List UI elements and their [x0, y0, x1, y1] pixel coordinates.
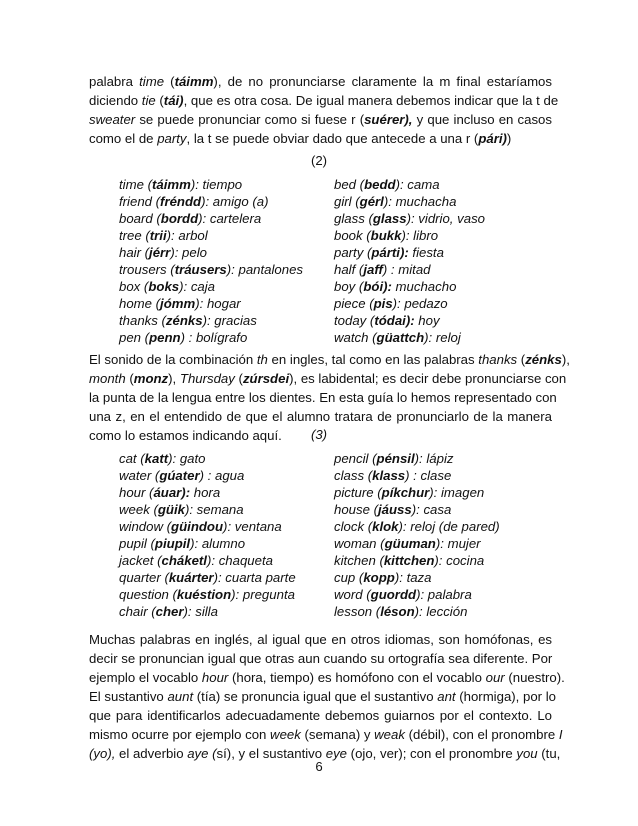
text-run: bed (	[334, 177, 365, 192]
text-run: ): pelo	[170, 245, 207, 260]
text-run: fiesta	[408, 245, 444, 260]
text-run: palabra	[89, 74, 140, 89]
pronunciation: bedd	[364, 177, 396, 192]
text-run: ), es labidental; es decir debe pronunciarse con	[289, 371, 567, 386]
pronunciation: táimm	[174, 74, 214, 89]
vocab-entry	[119, 501, 244, 518]
pronunciation: léson	[380, 604, 415, 619]
pronunciation: kuéstion	[176, 587, 232, 602]
text-run: (hormiga), por lo	[455, 689, 556, 704]
italic-term: you	[516, 746, 538, 761]
italic-term: our	[485, 670, 505, 685]
text-run: hoy	[414, 313, 440, 328]
text-run: ): pregunta	[231, 587, 295, 602]
pronunciation: fréndd	[160, 194, 202, 209]
page-number	[0, 757, 638, 776]
text-run: ): lápiz	[414, 451, 454, 466]
vocab-entry	[119, 278, 215, 295]
pronunciation: güindou	[171, 519, 224, 534]
pronunciation: güattch	[376, 330, 425, 345]
italic-term: sweater	[89, 112, 136, 127]
vocab-row	[119, 312, 539, 329]
text-run: hair (	[119, 245, 150, 260]
vocab-row	[119, 295, 539, 312]
text-run: hora	[190, 485, 221, 500]
pronunciation: jáuss	[378, 502, 412, 517]
vocab-entry	[119, 261, 303, 278]
pronunciation: bukk	[370, 228, 402, 243]
text-run: home (	[119, 296, 161, 311]
pronunciation: bói):	[363, 279, 392, 294]
text-run: ): mujer	[435, 536, 481, 551]
text-run: ) : clase	[405, 468, 452, 483]
text-run: question (	[119, 587, 177, 602]
pronunciation: táimm	[151, 177, 191, 192]
italic-term: weak	[374, 727, 405, 742]
text-run: ): chaqueta	[206, 553, 273, 568]
vocab-entry	[119, 244, 207, 261]
text-run: today (	[334, 313, 375, 328]
pronunciation: jaff	[363, 262, 383, 277]
section-2-label	[0, 151, 638, 170]
pronunciation: párti):	[371, 245, 409, 260]
text-run: ): reloj (de pared)	[398, 519, 500, 534]
text-run: chair (	[119, 604, 156, 619]
paragraph-homophones	[89, 630, 565, 763]
italic-term: week	[270, 727, 301, 742]
text-run: ): gato	[168, 451, 206, 466]
text-run: ): tiempo	[190, 177, 243, 192]
text-run: una z, en el entendido de que el alumno tratara de pronunciarlo de la manera	[89, 409, 552, 424]
text-run: (	[164, 74, 175, 89]
vocab-entry	[334, 484, 484, 501]
text-run: piece (	[334, 296, 374, 311]
text-run: glass (	[334, 211, 373, 226]
italic-term: party	[157, 131, 187, 146]
italic-term: aunt	[167, 689, 194, 704]
vocab-entry	[334, 210, 485, 227]
paragraph-line	[89, 687, 556, 706]
vocab-entry	[119, 176, 242, 193]
vocab-row	[119, 569, 539, 586]
text-run: ): amigo (a)	[201, 194, 269, 209]
vocab-row	[119, 484, 539, 501]
pronunciation: katt	[144, 451, 169, 466]
text-run: lesson (	[334, 604, 381, 619]
text-run: boy (	[334, 279, 364, 294]
text-run: ejemplo el vocablo	[89, 670, 202, 685]
vocab-entry	[334, 569, 432, 586]
text-run: ): arbol	[166, 228, 208, 243]
text-run: friend (	[119, 194, 161, 209]
section-3-label-text: (3)	[310, 427, 328, 442]
text-run: hour (	[119, 485, 154, 500]
text-run: y que incluso en casos	[412, 112, 552, 127]
vocab-row	[119, 193, 539, 210]
vocab-entry	[334, 467, 451, 484]
vocabulary-list-2	[119, 176, 539, 346]
text-run: decir se pronuncian igual que otras aun cuando su ortografía sea diferente. Por	[89, 651, 553, 666]
text-run: , que es otra cosa. De igual manera debemos indicar que la t de	[183, 93, 559, 108]
vocab-row	[119, 501, 539, 518]
vocab-entry	[119, 227, 208, 244]
text-run: en ingles, tal como en las palabras	[267, 352, 479, 367]
pronunciation: kopp	[363, 570, 395, 585]
text-run: (tía) se pronuncia igual que el sustantivo	[193, 689, 438, 704]
pronunciation: gérl	[359, 194, 384, 209]
text-run: (	[234, 371, 243, 386]
text-run: girl (	[334, 194, 360, 209]
vocab-row	[119, 210, 539, 227]
text-run: ): hogar	[195, 296, 241, 311]
pronunciation: suérer),	[364, 112, 413, 127]
vocab-entry	[334, 518, 500, 535]
text-run: ) : mitad	[382, 262, 431, 277]
vocab-row	[119, 552, 539, 569]
italic-term: th	[256, 352, 268, 367]
vocab-entry	[119, 329, 247, 346]
pronunciation: klass	[372, 468, 406, 483]
paragraph-line	[89, 388, 557, 407]
text-run: ): cartelera	[198, 211, 262, 226]
text-run: sí), y el sustantivo	[216, 746, 326, 761]
text-run: ),	[168, 371, 180, 386]
pronunciation: monz	[133, 371, 169, 386]
text-run: week (	[119, 502, 158, 517]
vocab-entry	[334, 501, 451, 518]
vocab-entry	[119, 569, 296, 586]
italic-term: ant	[437, 689, 456, 704]
paragraph-pronunciation-final-consonants	[89, 72, 559, 148]
text-run: cup (	[334, 570, 364, 585]
text-run: pen (	[119, 330, 150, 345]
italic-term: time	[139, 74, 165, 89]
text-run: cat (	[119, 451, 145, 466]
vocab-entry	[119, 552, 273, 569]
pronunciation: jómm	[160, 296, 196, 311]
vocab-row	[119, 535, 539, 552]
text-run: ): casa	[411, 502, 452, 517]
pronunciation: bordd	[160, 211, 199, 226]
vocab-entry	[119, 586, 295, 603]
paragraph-line	[89, 369, 567, 388]
vocab-row	[119, 278, 539, 295]
text-run: como el de	[89, 131, 158, 146]
pronunciation: kittchen	[383, 553, 435, 568]
pronunciation: tái)	[163, 93, 184, 108]
vocabulary-list-3	[119, 450, 539, 620]
pronunciation: penn	[149, 330, 181, 345]
text-run: ): gracias	[202, 313, 257, 328]
pronunciation: kuárter	[168, 570, 214, 585]
vocab-entry	[334, 227, 438, 244]
vocab-row	[119, 261, 539, 278]
vocab-entry	[334, 312, 440, 329]
text-run: water (	[119, 468, 160, 483]
vocab-entry	[334, 193, 456, 210]
vocab-entry	[334, 261, 431, 278]
italic-term: month	[89, 371, 126, 386]
text-run: quarter (	[119, 570, 169, 585]
italic-term: tie	[141, 93, 156, 108]
text-run: ): libro	[401, 228, 439, 243]
text-run: ): cama	[395, 177, 440, 192]
vocab-entry	[334, 586, 472, 603]
text-run: (	[155, 93, 164, 108]
text-run: woman (	[334, 536, 385, 551]
italic-term: aye (	[187, 746, 217, 761]
pronunciation: pári)	[478, 131, 507, 146]
vocab-entry	[334, 295, 448, 312]
vocab-entry	[334, 176, 440, 193]
text-run: ),	[561, 352, 570, 367]
text-run: clock (	[334, 519, 373, 534]
text-run: (ojo, ver); con el pronombre	[347, 746, 517, 761]
text-run: El sonido de la combinación	[89, 352, 257, 367]
vocab-entry	[119, 467, 244, 484]
text-run: ): palabra	[416, 587, 472, 602]
pronunciation: boks	[148, 279, 180, 294]
vocab-row	[119, 227, 539, 244]
paragraph-line	[89, 110, 552, 129]
text-run: ) : bolígrafo	[180, 330, 248, 345]
pronunciation: zénks	[165, 313, 203, 328]
pronunciation: pénsil	[376, 451, 415, 466]
vocab-entry	[119, 484, 220, 501]
text-run: half (	[334, 262, 364, 277]
vocab-entry	[119, 535, 245, 552]
text-run: time (	[119, 177, 152, 192]
italic-term: eye	[325, 746, 348, 761]
vocab-entry	[334, 278, 456, 295]
pronunciation: jérr	[149, 245, 171, 260]
text-run: (nuestro).	[504, 670, 565, 685]
pronunciation: klok	[372, 519, 399, 534]
vocab-entry	[119, 312, 257, 329]
vocab-entry	[119, 210, 261, 227]
section-2-label-text: (2)	[310, 153, 328, 168]
text-run: ): vidrio, vaso	[406, 211, 485, 226]
text-run: el adverbio	[115, 746, 188, 761]
text-run: book (	[334, 228, 371, 243]
italic-term: (yo),	[89, 746, 116, 761]
text-run: se puede pronunciar como si fuese r (	[135, 112, 365, 127]
pronunciation: trii	[149, 228, 167, 243]
pronunciation: guordd	[370, 587, 417, 602]
paragraph-line	[89, 649, 552, 668]
vocab-entry	[119, 193, 269, 210]
text-run: ): imagen	[429, 485, 485, 500]
pronunciation: zúrsdei	[242, 371, 290, 386]
text-run: ): alumno	[190, 536, 246, 551]
paragraph-line	[89, 350, 570, 369]
pronunciation: güik	[157, 502, 185, 517]
text-run: ): caja	[179, 279, 216, 294]
paragraph-line	[89, 72, 552, 91]
text-run: thanks (	[119, 313, 166, 328]
italic-term: I	[558, 727, 563, 742]
vocab-row	[119, 244, 539, 261]
vocab-entry	[334, 535, 481, 552]
vocab-entry	[119, 450, 206, 467]
vocab-entry	[334, 244, 444, 261]
vocab-entry	[334, 450, 453, 467]
text-run: El sustantivo	[89, 689, 168, 704]
text-run: (débil), con el pronombre	[404, 727, 559, 742]
text-run: , la t se puede obviar dado que antecede a una r (	[186, 131, 479, 146]
pronunciation: cháketl	[161, 553, 207, 568]
text-run: board (	[119, 211, 161, 226]
text-run: trousers (	[119, 262, 175, 277]
text-run: ): cocina	[434, 553, 485, 568]
text-run: la punta de la lengua entre los dientes. En esta guía lo hemos representado con	[89, 390, 557, 405]
vocab-entry	[119, 603, 218, 620]
pronunciation: tódai):	[374, 313, 415, 328]
paragraph-line	[89, 706, 552, 725]
text-run: (semana) y	[300, 727, 375, 742]
text-run: Muchas palabras en inglés, al igual que en otros idiomas, son homófonas, es	[89, 632, 552, 647]
pronunciation: pis	[373, 296, 393, 311]
text-run: word (	[334, 587, 371, 602]
text-run: ): muchacha	[383, 194, 457, 209]
text-run: picture (	[334, 485, 382, 500]
text-run: (hora, tiempo) es homófono con el vocablo	[228, 670, 486, 685]
pronunciation: cher	[155, 604, 184, 619]
text-run: ): silla	[183, 604, 218, 619]
paragraph-line	[89, 725, 563, 744]
text-run: como lo estamos indicando aquí.	[89, 428, 282, 443]
text-run: (	[517, 352, 526, 367]
text-run: pencil (	[334, 451, 377, 466]
text-run: ): ventana	[223, 519, 282, 534]
pronunciation: piupil	[154, 536, 191, 551]
pronunciation: píkchur	[381, 485, 430, 500]
text-run: ): taza	[394, 570, 432, 585]
italic-term: Thursday	[179, 371, 235, 386]
text-run: class (	[334, 468, 373, 483]
paragraph-line	[89, 630, 552, 649]
pronunciation: glass	[372, 211, 407, 226]
text-run: tree (	[119, 228, 150, 243]
paragraph-line	[89, 129, 552, 148]
text-run: kitchen (	[334, 553, 384, 568]
vocab-row	[119, 518, 539, 535]
text-run: ): semana	[184, 502, 244, 517]
text-run: ) : agua	[199, 468, 245, 483]
pronunciation: tráusers	[174, 262, 227, 277]
text-run: ): lección	[414, 604, 468, 619]
text-run: diciendo	[89, 93, 142, 108]
vocab-entry	[334, 329, 461, 346]
text-run: ), de no pronunciarse claramente la m final estaríamos	[213, 74, 552, 89]
text-run: box (	[119, 279, 149, 294]
text-run: )	[506, 131, 512, 146]
vocab-row	[119, 450, 539, 467]
pronunciation: güuman	[384, 536, 436, 551]
italic-term: thanks	[478, 352, 518, 367]
italic-term: hour	[201, 670, 229, 685]
paragraph-line	[89, 407, 552, 426]
text-run: jacket (	[119, 553, 162, 568]
pronunciation: gúater	[159, 468, 200, 483]
text-run: que para identificarlos adecuadamente debemos guiarnos por el contexto. Lo	[89, 708, 552, 723]
paragraph-line	[89, 91, 559, 110]
text-run: party (	[334, 245, 372, 260]
page-number-text: 6	[315, 759, 323, 774]
text-run: ): pantalones	[226, 262, 304, 277]
text-run: house (	[334, 502, 378, 517]
vocab-row	[119, 329, 539, 346]
text-run: mismo ocurre por ejemplo con	[89, 727, 271, 742]
text-run: ): reloj	[424, 330, 461, 345]
vocab-entry	[334, 603, 467, 620]
vocab-entry	[119, 518, 282, 535]
text-run: watch (	[334, 330, 377, 345]
pronunciation: áuar):	[153, 485, 191, 500]
text-run: (	[125, 371, 134, 386]
section-3-label	[0, 425, 638, 444]
vocab-row	[119, 467, 539, 484]
vocab-row	[119, 586, 539, 603]
vocab-row	[119, 603, 539, 620]
pronunciation: zénks	[525, 352, 562, 367]
vocab-entry	[119, 295, 241, 312]
paragraph-line	[89, 668, 565, 687]
text-run: ): cuarta parte	[213, 570, 296, 585]
text-run: pupil (	[119, 536, 155, 551]
vocab-entry	[334, 552, 484, 569]
vocab-row	[119, 176, 539, 193]
text-run: (tu,	[537, 746, 561, 761]
text-run: muchacho	[391, 279, 457, 294]
text-run: ): pedazo	[392, 296, 448, 311]
text-run: window (	[119, 519, 172, 534]
